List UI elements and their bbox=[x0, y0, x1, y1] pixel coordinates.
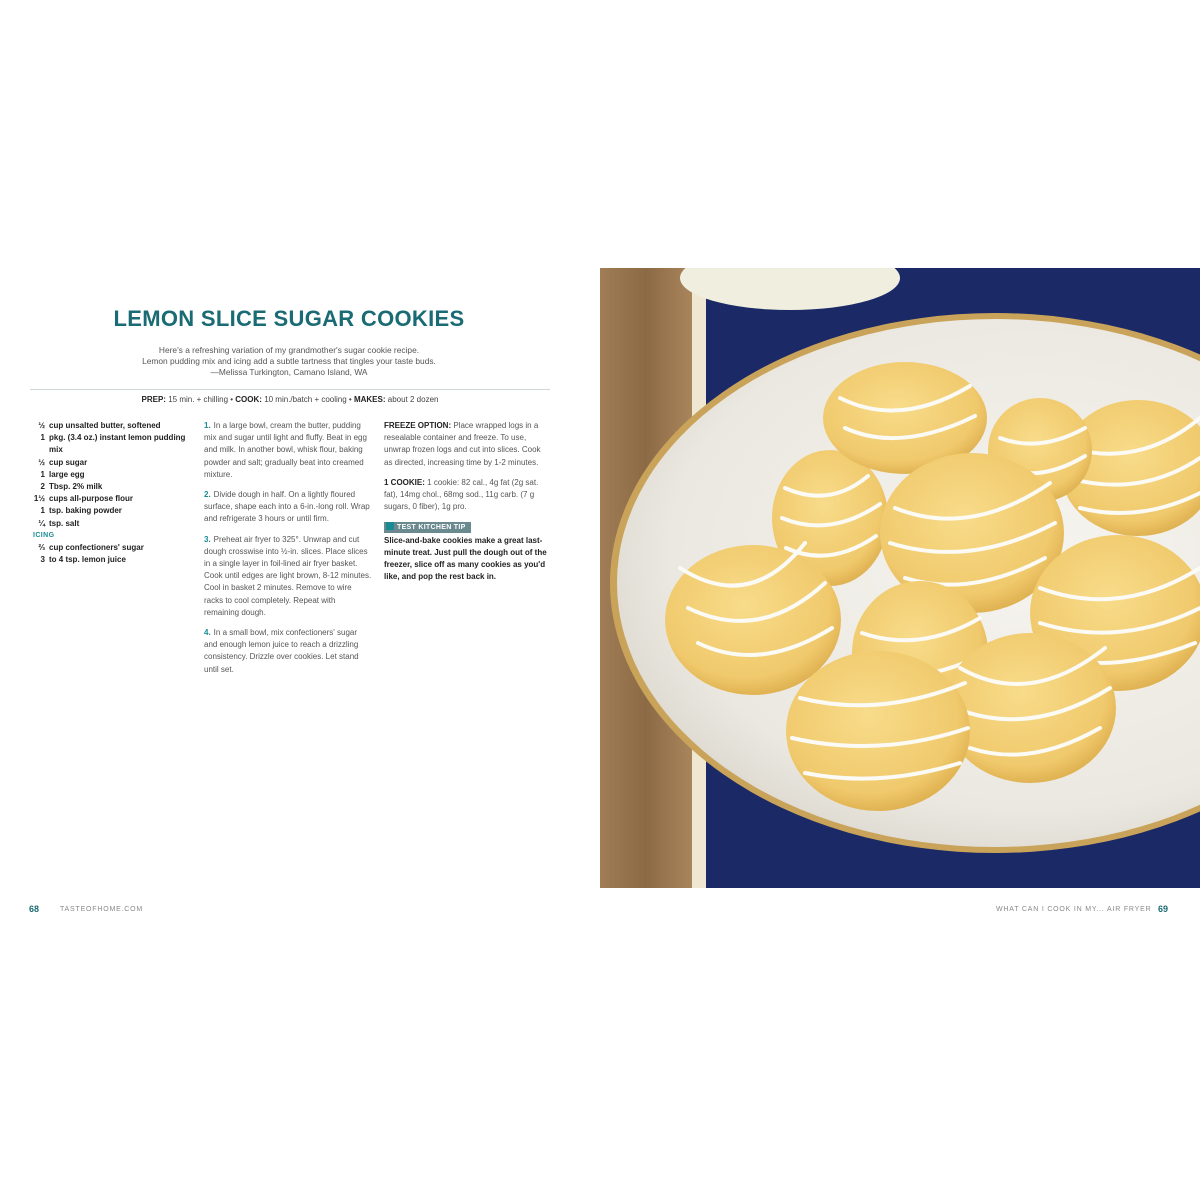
ingredient-item bbox=[33, 432, 198, 456]
cookie bbox=[786, 651, 970, 811]
checkbox-icon bbox=[386, 522, 394, 530]
cook-value: 10 min./batch + cooling bbox=[264, 395, 347, 404]
site-name: TASTEOFHOME.COM bbox=[60, 906, 144, 913]
test-kitchen-badge bbox=[384, 522, 471, 533]
page-number-left: 68 bbox=[29, 904, 40, 914]
freeze-text: Place wrapped logs in a resealable container and freeze. To use, unwrap frozen logs and cut into slices. Cook as directed, increasing time by 1-2 minutes. bbox=[384, 421, 541, 467]
cookie-photo bbox=[600, 268, 1200, 888]
step-number: 4. bbox=[204, 628, 211, 638]
cook-label: COOK: bbox=[235, 395, 262, 404]
ingredient-qty: 1 bbox=[40, 469, 45, 479]
ingredient-item bbox=[33, 542, 198, 554]
test-kitchen-tip bbox=[384, 521, 550, 583]
ingredient-text: Tbsp. 2% milk bbox=[49, 482, 103, 492]
ingredient-text: tsp. salt bbox=[49, 518, 80, 528]
divider bbox=[30, 389, 550, 390]
recipe-meta bbox=[30, 395, 550, 404]
makes-value: about 2 dozen bbox=[387, 395, 439, 404]
ingredient-text: cups all-purpose flour bbox=[49, 494, 134, 504]
ingredient-text: cup unsalted butter, softened bbox=[49, 421, 161, 430]
running-head: WHAT CAN I COOK IN MY... AIR FRYER bbox=[996, 906, 1152, 913]
step-text: Preheat air fryer to 325°. Unwrap and cut dough crosswise into ½-in. slices. Place slices in a single layer in foil-lined air fryer basket. Cook until edges are light brown, 8-12 minutes. Cool in basket 2 minutes. Remove to wire racks to cool completely. Repeat with remaining dough. bbox=[204, 534, 372, 617]
ingredient-item bbox=[33, 420, 198, 432]
ingredient-qty: ½ bbox=[38, 421, 45, 430]
ingredient-qty: ⅔ bbox=[38, 543, 45, 553]
ingredient-qty: 3 bbox=[40, 555, 45, 565]
intro-line-2: Lemon pudding mix and icing add a subtle tartness that tingles your taste buds. bbox=[142, 356, 436, 366]
recipe-intro bbox=[30, 345, 548, 378]
step-number: 3. bbox=[204, 534, 211, 544]
nutrition-facts bbox=[384, 477, 550, 514]
ingredient-qty: ¼ bbox=[38, 518, 45, 528]
step-text: Divide dough in half. On a lightly floured surface, shape each into a 6-in.-long roll. Wrap and refrigerate 3 hours or until firm. bbox=[204, 490, 370, 524]
ingredient-item bbox=[33, 481, 198, 493]
freeze-label: FREEZE OPTION: bbox=[384, 421, 452, 430]
nutrition-label: 1 COOKIE: bbox=[384, 477, 425, 487]
ingredient-item bbox=[33, 505, 198, 517]
ingredient-text: pkg. (3.4 oz.) instant lemon pudding mix bbox=[49, 433, 186, 455]
ingredient-item bbox=[33, 457, 198, 469]
ingredient-qty: ½ bbox=[38, 457, 45, 467]
ingredient-text: cup sugar bbox=[49, 457, 88, 467]
ingredient-qty: 1 bbox=[40, 433, 45, 443]
ingredient-qty: 2 bbox=[40, 482, 45, 492]
direction-step bbox=[204, 489, 372, 526]
ingredient-text: cup confectioners' sugar bbox=[49, 543, 144, 553]
icing-heading: ICING bbox=[33, 531, 55, 539]
tips-column bbox=[384, 420, 550, 583]
prep-value: 15 min. + chilling bbox=[168, 395, 229, 404]
step-text: In a small bowl, mix confectioners' sugar and enough lemon juice to reach a drizzling consistency. Drizzle over cookies. Let stand until set. bbox=[204, 628, 359, 674]
recipe-title: LEMON SLICE SUGAR COOKIES bbox=[113, 306, 465, 331]
step-text: In a large bowl, cream the butter, pudding mix and sugar until light and fluffy. Beat in egg and milk. In another bowl, whisk flour, baking powder and salt; gradually beat into creamed mixture. bbox=[204, 421, 367, 479]
test-kitchen-text: Slice-and-bake cookies make a great last-minute treat. Just pull the dough out of the freezer, slice off as many cookies as you'd like, and pop the rest back in. bbox=[384, 536, 547, 582]
intro-line-1: Here's a refreshing variation of my grandmother's sugar cookie recipe. bbox=[158, 345, 420, 355]
direction-step bbox=[204, 420, 372, 481]
meta-separator: • bbox=[230, 395, 236, 404]
makes-label: MAKES: bbox=[353, 395, 386, 404]
cookie bbox=[944, 633, 1116, 783]
cookie-plate-illustration bbox=[600, 268, 1200, 888]
nutrition-text: 1 cookie: 82 cal., 4g fat (2g sat. fat), 14mg chol., 68mg sod., 11g carb. (7 g sugars, 0 fiber), 1g pro. bbox=[384, 477, 539, 512]
direction-step bbox=[204, 627, 372, 676]
step-number: 2. bbox=[204, 490, 211, 500]
ingredient-text: tsp. baking powder bbox=[49, 506, 122, 516]
freeze-option bbox=[384, 420, 550, 469]
recipe-attribution: —Melissa Turkington, Camano Island, WA bbox=[210, 367, 368, 377]
ingredient-item bbox=[33, 493, 198, 505]
ingredient-item bbox=[33, 518, 198, 530]
meta-separator: • bbox=[348, 395, 354, 404]
prep-label: PREP: bbox=[141, 395, 166, 404]
ingredient-qty: 1 bbox=[40, 506, 45, 516]
test-kitchen-label: TEST KITCHEN TIP bbox=[397, 524, 466, 532]
ingredient-qty: 1½ bbox=[33, 494, 45, 504]
ingredient-item bbox=[33, 469, 198, 481]
step-number: 1. bbox=[204, 421, 211, 430]
ingredient-item bbox=[33, 554, 198, 566]
ingredient-text: large egg bbox=[49, 469, 85, 479]
ingredient-text: to 4 tsp. lemon juice bbox=[49, 555, 126, 565]
page-number-right: 69 bbox=[1158, 904, 1169, 914]
direction-step bbox=[204, 534, 372, 619]
directions-list bbox=[204, 420, 372, 684]
ingredients-list bbox=[33, 420, 198, 566]
